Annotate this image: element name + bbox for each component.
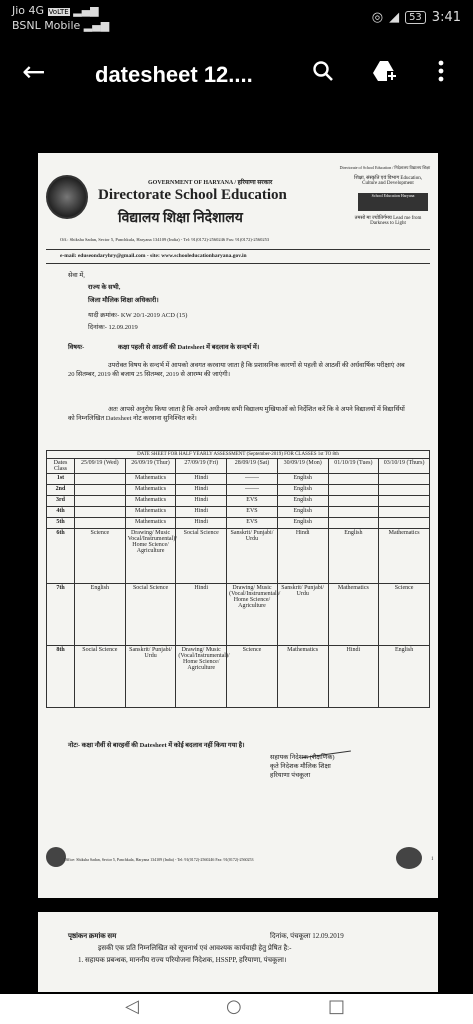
class-cell: 3rd <box>47 496 75 507</box>
subject-cell: Hindi <box>277 529 328 584</box>
subject-cell: Drawing/ Music Vocal/Instrumental)/ Home Science/ Agriculture <box>125 529 176 584</box>
date-header: 25/09/19 (Wed) <box>75 459 126 474</box>
datesheet-row <box>47 646 430 708</box>
app-bar <box>0 40 473 110</box>
clock: 3:41 <box>431 10 461 25</box>
subject-cell: Science <box>227 646 278 708</box>
subject-cell: Sanskrit/ Punjabi/ Urdu <box>277 584 328 646</box>
endorsement-date: दिनांक, पंचकूला 12.09.2019 <box>270 932 344 940</box>
divider <box>46 249 430 250</box>
subject-cell: EVS <box>227 507 278 518</box>
subject-cell <box>379 507 430 518</box>
more-vert-icon[interactable] <box>438 60 444 88</box>
letter-date: दिनांकः- 12.09.2019 <box>88 324 138 331</box>
class-cell: 4th <box>47 507 75 518</box>
datesheet-row <box>47 507 430 518</box>
note: नोटः- कक्षा नौवीं से बारहवीं की Datesheet में कोई बदलाव नहीं किया गया है। <box>68 742 245 749</box>
paragraph-2: अतः आपसे अनुरोध किया जाता है कि अपने अधीनस्थ सभी विद्यालय मुखियाओं को निर्देशित करें कि वे अपने विद्यालयों में विद्यार्थियों को निम्नलिखित Datesheet नोट करवाना सुनिश्चित करें। <box>68 406 405 422</box>
class-cell: 6th <box>47 529 75 584</box>
subject-cell: Science <box>75 529 126 584</box>
subject-cell: English <box>379 646 430 708</box>
volte-badge: VoLTE <box>48 8 69 16</box>
subject-cell <box>75 485 126 496</box>
motto: तमसो मा ज्योतिर्गमय Lead me from Darkness to Light <box>354 216 422 226</box>
subject-cell: English <box>75 584 126 646</box>
subject-cell: Drawing/ Music (Vocal/Instrumental)/ Home Science/ Agriculture <box>176 646 227 708</box>
subject-cell: Social Science <box>125 584 176 646</box>
subject-cell: Mathematics <box>125 518 176 529</box>
corner-dates: Dates <box>53 460 68 466</box>
datesheet-title: DATE SHEET FOR HALF YEARLY ASSESSMENT (September-2019) FOR CLASSES 1st TO 8th <box>47 451 430 459</box>
document-page-2[interactable] <box>38 912 438 992</box>
footer-logo-icon <box>396 847 422 869</box>
datesheet-row <box>47 529 430 584</box>
subject-cell <box>75 474 126 485</box>
signatory-3: हरियाणा पंचकूला <box>270 772 311 779</box>
date-header: 28/09/19 (Sat) <box>227 459 278 474</box>
subject-cell <box>75 507 126 518</box>
subject-cell: English <box>277 485 328 496</box>
carrier-2: BSNL Mobile <box>12 19 81 32</box>
datesheet-table <box>46 450 430 708</box>
subject-cell: EVS <box>227 496 278 507</box>
subject-cell: English <box>277 507 328 518</box>
class-cell: 7th <box>47 584 75 646</box>
battery-icon: 53 <box>405 11 426 24</box>
memo-number: यादी क्रमांकः- KW 20/1-2019 ACD (15) <box>88 312 188 319</box>
subject-cell: English <box>277 474 328 485</box>
nav-home-icon[interactable]: ○ <box>226 996 242 1017</box>
recipient-2: जिला मौलिक शिक्षा अधिकारी। <box>88 297 159 304</box>
subject-cell: Science <box>379 584 430 646</box>
footer-emblem-icon <box>46 847 66 867</box>
subject-cell: Sanskrit/ Punjabi/ Urdu <box>227 529 278 584</box>
subject-cell: Mathematics <box>379 529 430 584</box>
subject-cell <box>328 518 379 529</box>
date-header: 03/10/19 (Thurs) <box>379 459 430 474</box>
subject-cell <box>328 496 379 507</box>
signal-icon: ▂▄▆ <box>73 4 99 17</box>
subject-cell: Mathematics <box>125 485 176 496</box>
subject-cell: English <box>277 496 328 507</box>
datesheet-header-row <box>47 459 430 474</box>
divider <box>46 263 430 264</box>
subject-cell: ------- <box>227 474 278 485</box>
directorate-title: Directorate School Education <box>98 187 287 203</box>
contact-email: e-mail: eduseondaryhry@gmail.com - site: www.schooleducationharyana.gov.in <box>60 253 247 259</box>
date-header: 30/09/19 (Mon) <box>277 459 328 474</box>
date-header: 26/09/19 (Thur) <box>125 459 176 474</box>
arrow-left-icon[interactable]: ← <box>22 55 46 88</box>
subject-cell: Hindi <box>176 474 227 485</box>
subject-cell: Drawing/ Music (Vocal/Instrumental)/ Home Science/ Agriculture <box>227 584 278 646</box>
endorsement-number: पृष्ठांकन क्रमांक सम <box>68 932 117 940</box>
subject-cell: ------- <box>227 485 278 496</box>
subject-cell <box>379 518 430 529</box>
datesheet-row <box>47 496 430 507</box>
datesheet-row <box>47 485 430 496</box>
class-cell: 8th <box>47 646 75 708</box>
datesheet-row <box>47 584 430 646</box>
search-icon[interactable] <box>312 60 334 88</box>
subject-cell: Mathematics <box>125 496 176 507</box>
office-address: Off.: Shiksha Sadan, Sector 5, Panchkula, Haryana 134109 (India) - Tel: 91(0172)-2560246 Fax: 91(0172)-2560253 <box>60 237 270 242</box>
subject-cell: Sanskrit/ Punjabi/ Urdu <box>125 646 176 708</box>
class-cell: 5th <box>47 518 75 529</box>
corner-class: Class <box>53 466 67 472</box>
wifi-icon: ◢ <box>389 10 400 25</box>
salutation: सेवा में, <box>68 272 85 279</box>
subject-cell: Mathematics <box>125 474 176 485</box>
date-header: 01/10/19 (Tues) <box>328 459 379 474</box>
subject-cell <box>379 474 430 485</box>
subject-cell <box>75 518 126 529</box>
subject-cell: Social Science <box>176 529 227 584</box>
subject-text: कक्षा पहली से आठवीं की Datesheet में बदलाव के सन्दर्भ में। <box>118 344 260 351</box>
datesheet-row <box>47 518 430 529</box>
subject-cell: Hindi <box>176 518 227 529</box>
nav-back-icon[interactable]: ◁ <box>125 996 139 1017</box>
recipient-1: राज्य के सभी, <box>88 284 121 291</box>
carrier-info <box>12 4 109 33</box>
subject-cell <box>75 496 126 507</box>
subject-cell <box>379 485 430 496</box>
subject-label: विषयः- <box>68 344 85 351</box>
carrier-1: Jio 4G <box>12 4 45 17</box>
class-cell: 2nd <box>47 485 75 496</box>
class-cell: 1st <box>47 474 75 485</box>
subject-cell <box>328 485 379 496</box>
date-header: 27/09/19 (Fri) <box>176 459 227 474</box>
document-page-1[interactable] <box>38 153 438 898</box>
paragraph-1: उपरोक्त विषय के सन्दर्भ में आपको अवगत करवाया जाता है कि प्रशासनिक कारणों से पहली से आठवीं की अर्धवार्षिक परीक्षाएं अब 20 सितम्बर, 2019 की बजाय 25 सितम्बर, 2019 से आरम्भ की जाएंगी। <box>68 362 405 378</box>
subject-cell: Mathematics <box>328 584 379 646</box>
subject-cell: EVS <box>227 518 278 529</box>
corner-cell <box>47 459 75 474</box>
subject-cell: Hindi <box>176 496 227 507</box>
navigation-bar <box>0 994 473 1024</box>
vibrate-icon: ◎ <box>371 10 384 25</box>
subject-cell: Hindi <box>328 646 379 708</box>
subject-cell <box>328 507 379 518</box>
subject-cell: English <box>277 518 328 529</box>
copy-item-1: 1. सहायक प्रबन्धक, माननीय राज्य परियोजना निदेशक, HSSPP, हरियाणा, पंचकूला। <box>78 956 287 964</box>
subject-cell <box>379 496 430 507</box>
signal-icon-2: ▂▄▆ <box>83 19 110 32</box>
school-education-seal: School Education Haryana <box>358 193 428 211</box>
header-right-top: Directorate of School Education / निदेशालय विद्यालय शिक्षा <box>339 165 430 170</box>
status-bar <box>0 0 473 40</box>
subject-cell: Mathematics <box>125 507 176 518</box>
government-heading: GOVERNMENT OF HARYANA / हरियाणा सरकार <box>148 180 273 186</box>
footer-address: Office: Shiksha Sadan, Sector 5, Panchkula, Haryana 134109 (India) - Tel: 91(0172)-2560246 Fax: 91(0172)-2560253 <box>64 857 254 862</box>
signatory-block <box>270 753 334 780</box>
subject-cell: Hindi <box>176 485 227 496</box>
document-title: datesheet 12.... <box>95 62 253 87</box>
subject-cell: Social Science <box>75 646 126 708</box>
drive-add-icon[interactable] <box>372 60 398 88</box>
department-label: शिक्षा, संस्कृति एवं विभाग Education, Culture and Development <box>354 176 422 186</box>
signatory-2: कृते निदेशक मौलिक शिक्षा <box>270 763 331 770</box>
directorate-title-hindi: विद्यालय शिक्षा निदेशालय <box>118 211 243 226</box>
page-number: 1 <box>431 857 434 862</box>
subject-cell: Hindi <box>176 584 227 646</box>
copy-line: इसकी एक प्रति निम्नलिखित को सूचनार्थ एवं आवश्यक कार्यवाही हेतु प्रेषित है:- <box>98 944 292 952</box>
datesheet-row <box>47 474 430 485</box>
subject-cell <box>328 474 379 485</box>
haryana-emblem-icon <box>46 175 88 219</box>
signatory-1: सहायक निदेशक (शैक्षणिक) <box>270 754 335 761</box>
subject-cell: Hindi <box>176 507 227 518</box>
subject-cell: Mathematics <box>277 646 328 708</box>
nav-recent-icon[interactable]: □ <box>328 996 346 1017</box>
subject-cell: English <box>328 529 379 584</box>
